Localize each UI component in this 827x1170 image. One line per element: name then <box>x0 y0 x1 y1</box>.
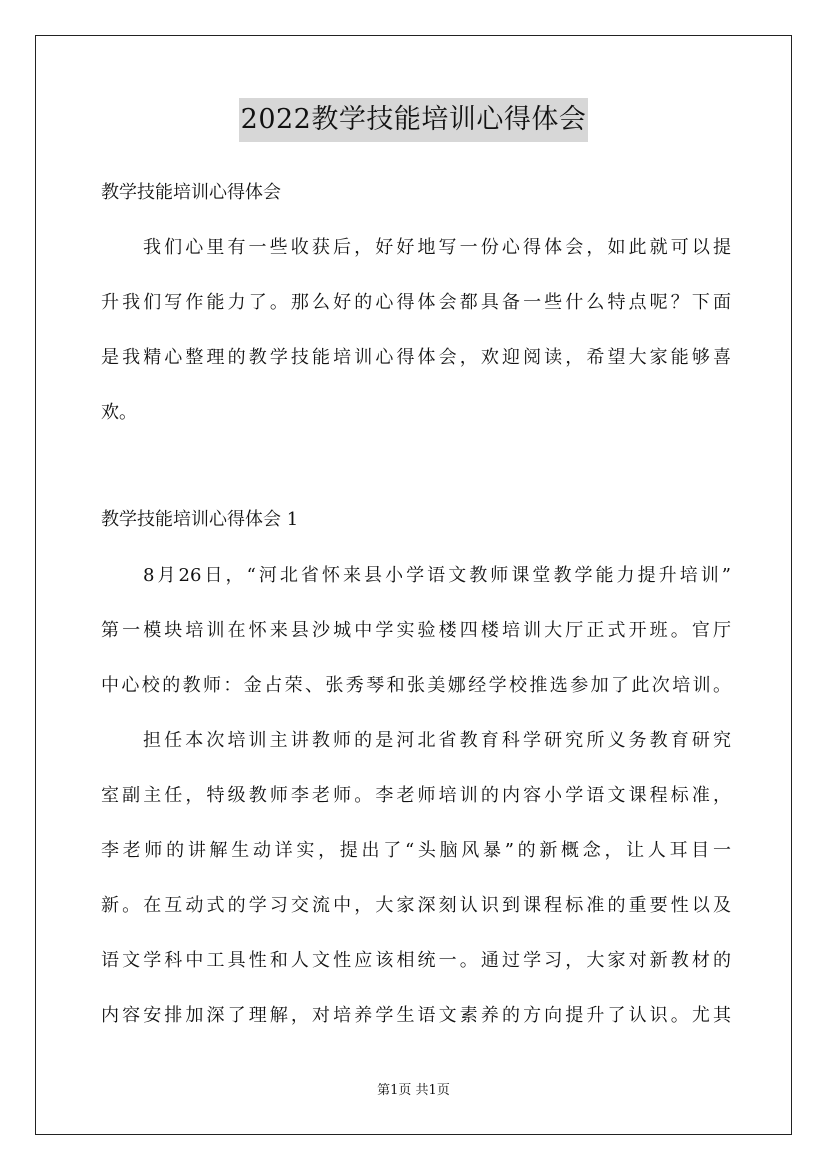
document-subtitle: 教学技能培训心得体会 <box>101 182 281 203</box>
intro-line: 是我精心整理的教学技能培训心得体会，欢迎阅读，希望大家能够喜 <box>101 347 731 368</box>
page-footer: 第1页 共1页 <box>377 1083 450 1098</box>
body-line: 新。在互动式的学习交流中，大家深刻认识到课程标准的重要性以及 <box>101 895 731 916</box>
body-line: 8月26日，“河北省怀来县小学语文教师课堂教学能力提升培训” <box>143 565 731 586</box>
body-line: 担任本次培训主讲教师的是河北省教育科学研究所义务教育研究 <box>143 730 731 751</box>
intro-line: 升我们写作能力了。那么好的心得体会都具备一些什么特点呢？下面 <box>101 292 731 313</box>
body-line: 内容安排加深了理解，对培养学生语文素养的方向提升了认识。尤其 <box>101 1005 731 1026</box>
body-line: 第一模块培训在怀来县沙城中学实验楼四楼培训大厅正式开班。官厅 <box>101 620 731 641</box>
intro-line: 欢。 <box>101 402 137 423</box>
body-line: 李老师的讲解生动详实，提出了“头脑风暴”的新概念，让人耳目一 <box>101 840 731 861</box>
title-container <box>0 98 827 142</box>
body-line: 中心校的教师：金占荣、张秀琴和张美娜经学校推选参加了此次培训。 <box>101 675 731 696</box>
document-title: 2022教学技能培训心得体会 <box>239 98 589 142</box>
section-heading: 教学技能培训心得体会 1 <box>101 509 299 530</box>
body-line: 室副主任，特级教师李老师。李老师培训的内容小学语文课程标准， <box>101 785 731 806</box>
intro-line: 我们心里有一些收获后，好好地写一份心得体会，如此就可以提 <box>143 237 731 258</box>
body-line: 语文学科中工具性和人文性应该相统一。通过学习，大家对新教材的 <box>101 950 731 971</box>
